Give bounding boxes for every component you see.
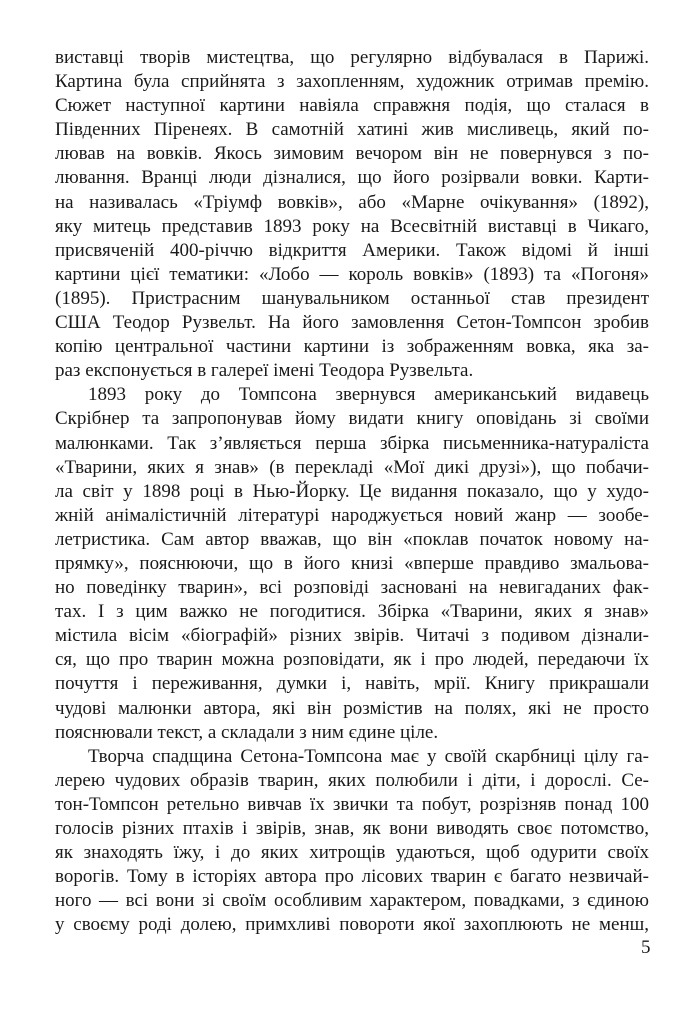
text-line: летристика. Сам автор вважав, що він «поклав початок новому на- [55, 528, 649, 550]
text-line: лювання. Вранці люди дізналися, що його розірвали вовки. Карти- [55, 167, 649, 189]
text-line: но поведінку тварин», всі розповіді засновані на невигаданих фак- [55, 577, 649, 599]
text-line: почуття і переживання, думки і, навіть, мрії. Книгу прикрашали [55, 673, 649, 695]
body-text [55, 46, 649, 937]
text-line: 1893 року до Томпсона звернувся американський видавець [88, 384, 649, 406]
text-line: США Теодор Рузвельт. На його замовлення Сетон-Томпсон зробив [55, 312, 649, 334]
text-line: копію центральної частини картини із зображенням вовка, яка за- [55, 336, 649, 358]
text-line: виставці творів мистецтва, що регулярно відбувалася в Парижі. [55, 47, 649, 68]
text-line: ла світ у 1898 році в Нью-Йорку. Це видання показало, що у худо- [55, 480, 649, 502]
paragraph [55, 383, 649, 744]
text-line: Картина була сприйнята з захопленням, художник отримав премію. [55, 71, 649, 93]
text-line: Скрібнер та запропонував йому видати книгу оповідань зі своїми [55, 408, 649, 430]
page-number: 5 [641, 937, 651, 958]
text-line: як знаходять їжу, і до яких хитрощів удаються, щоб одурити своїх [55, 842, 649, 864]
text-line: ного — всі вони зі своїм особливим характером, повадками, з єдиною [55, 890, 649, 912]
text-line: малюнками. Так з’являється перша збірка письменника-натураліста [55, 432, 649, 454]
text-line: ворогів. Тому в історіях автора про лісових тварин є багато незвичай- [55, 866, 649, 888]
paragraph [55, 46, 649, 383]
text-line: містила вісім «біографій» різних звірів. Читачі з подивом дізнали- [55, 625, 649, 647]
text-line: раз експонується в галереї імені Теодора Рузвельта. [55, 360, 474, 382]
text-line: «Тварини, яких я знав» (в перекладі «Мої дикі друзі»), що побачи- [55, 456, 649, 478]
text-line: жній анімалістичній літературі народжується новий жанр — зообе- [55, 504, 649, 526]
text-line: картини цієї тематики: «Лобо — король вовків» (1893) та «Погоня» [55, 263, 649, 285]
text-line: присвяченій 400-річчю відкриття Америки. Також відомі й інші [55, 239, 649, 261]
text-line: голосів різних птахів і звірів, знав, як вони виводять своє потомство, [55, 818, 649, 839]
text-line: лював на вовків. Якось зимовим вечором він не повернувся з по- [55, 143, 649, 165]
text-line: яку митець представив 1893 року на Всесвітній виставці в Чикаго, [55, 215, 649, 237]
text-line: тах. І з цим важко не погодитися. Збірка «Тварини, яких я знав» [55, 601, 649, 623]
text-line: Південних Піренеях. В самотній хатині жив мисливець, який по- [55, 119, 649, 141]
text-line: тон-Томпсон ретельно вивчав їх звички та побут, розрізняв понад 100 [55, 793, 649, 815]
paragraph [55, 745, 649, 938]
text-line: у своєму роді долею, примхливі повороти якої захоплюють не менш, [55, 914, 649, 936]
text-line: ся, що про тварин можна розповідати, як і про людей, передаючи їх [55, 649, 649, 671]
text-line: лерею чудових образів тварин, яких полюбили і діти, і дорослі. Се- [55, 769, 649, 791]
text-line: Творча спадщина Сетона-Томпсона має у своїй скарбниці цілу га- [88, 745, 649, 767]
text-line: пояснювали текст, а складали з ним єдине ціле. [55, 721, 439, 743]
text-line: (1895). Пристрасним шанувальником останньої став президент [55, 287, 649, 309]
text-line: на називалась «Тріумф вовків», або «Марне очікування» (1892), [55, 191, 649, 213]
text-line: прямку», пояснюючи, що в його книзі «вперше правдиво змальова- [55, 552, 649, 574]
text-line: чудові малюнки автора, які він розмістив на полях, які не просто [55, 697, 649, 719]
text-line: Сюжет наступної картини навіяла справжня подія, що сталася в [55, 95, 649, 117]
